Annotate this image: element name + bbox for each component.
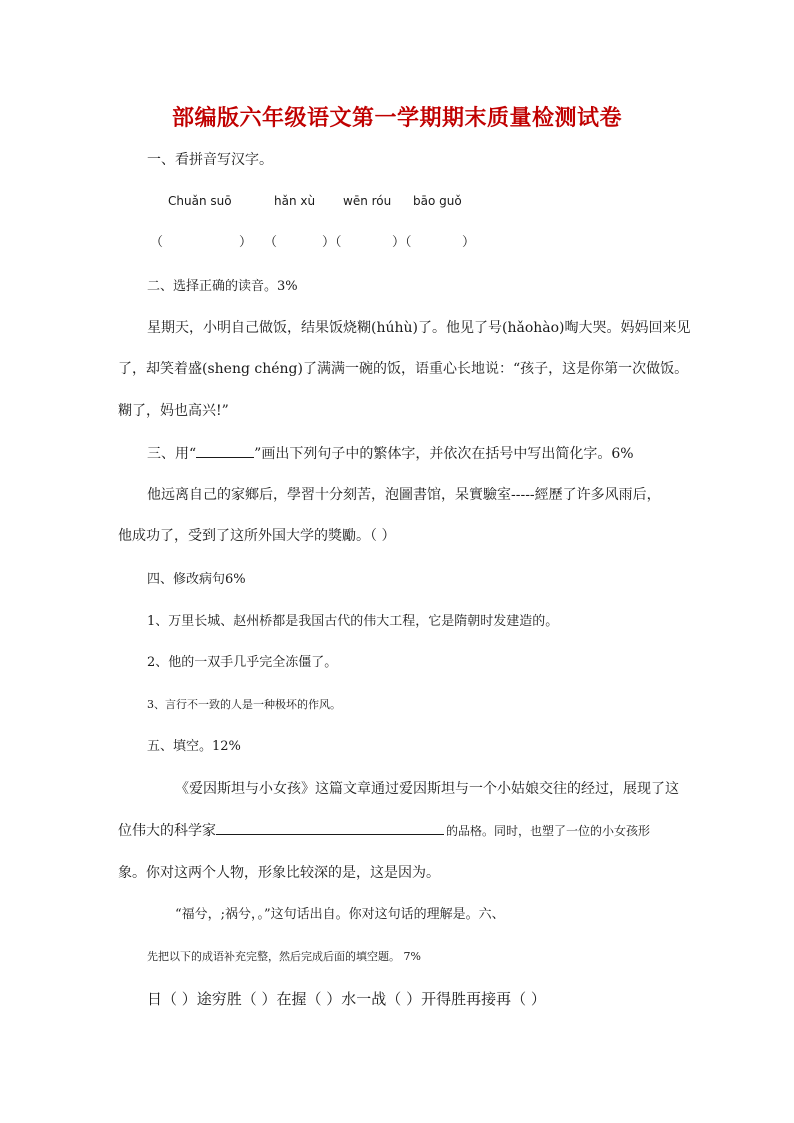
answer-blank-open-1[interactable]: （ bbox=[150, 235, 164, 250]
answer-blank-4[interactable]: ）（ bbox=[392, 235, 412, 250]
idiom-fill-line: 日（ ）途穷胜（ ）在握（ ）水一战（ ）开得胜再接再（ ） bbox=[147, 990, 546, 1008]
pinyin-3: wēn róu bbox=[343, 194, 392, 208]
underline-sample bbox=[196, 457, 254, 458]
section-3-heading bbox=[147, 447, 634, 461]
section-5-line-2-part-2: 的品格。同时，也塑了一位的小女孩形 bbox=[446, 824, 651, 838]
page-title: 部编版六年级语文第一学期期末质量检测试卷 bbox=[171, 105, 622, 131]
answer-blank-open-2[interactable]: （ bbox=[264, 235, 278, 250]
section-3-heading-part-1: 三、用“ bbox=[147, 446, 197, 462]
section-1-heading: 一、看拼音写汉字。 bbox=[147, 152, 273, 168]
section-2-line-1: 星期天，小明自己做饭，结果饭烧糊(húhù)了。他见了号(hǎohào)啕大哭。妈妈回来见 bbox=[147, 320, 691, 336]
section-2-line-2: 了，却笑着盛(sheng chéng)了满满一碗的饭，语重心长地说：“孩子，这是你第一次做饭。 bbox=[118, 361, 689, 377]
fill-in-blank[interactable] bbox=[216, 834, 444, 835]
section-3-line-2: 他成功了，受到了这所外国大学的獎勵。（ ） bbox=[118, 528, 396, 544]
section-4-item-1: 1、万里长城、赵州桥都是我国古代的伟大工程，它是隋朝时发建造的。 bbox=[147, 614, 559, 629]
pinyin-2: hǎn xù bbox=[274, 194, 316, 208]
section-4-item-3: 3、言行不一致的人是一种极坏的作风。 bbox=[147, 698, 341, 711]
section-4-heading: 四、修改病句6% bbox=[147, 572, 246, 587]
section-4-item-2: 2、他的一双手几乎完全冻僵了。 bbox=[147, 655, 338, 670]
answer-blank-3[interactable]: ）（ bbox=[322, 235, 342, 250]
section-5-line-2-part-1: 位伟大的科学家 bbox=[118, 823, 216, 839]
section-5-line-4: “福兮，;祸兮，。”这句话出自。你对这句话的理解是。六、 bbox=[175, 907, 505, 922]
pinyin-4: bāo guǒ bbox=[413, 194, 462, 208]
section-5-line-2 bbox=[118, 824, 650, 838]
section-5-heading: 五、填空。12% bbox=[147, 739, 241, 754]
section-3-line-1: 他远离自己的家鄉后，學習十分刻苦，泡圖書馆，呆實驗室-----經歷了许多风雨后， bbox=[147, 487, 661, 503]
answer-blank-close-4[interactable]: ） bbox=[462, 235, 476, 250]
section-3-heading-part-2: ”画出下列句子中的繁体字，并依次在括号中写出简化字。6% bbox=[254, 446, 634, 462]
answer-blank-close-1[interactable]: ） bbox=[239, 235, 253, 250]
section-6-heading: 先把以下的成语补充完整，然后完成后面的填空题。 7% bbox=[147, 950, 421, 963]
section-5-line-1: 《爱因斯坦与小女孩》这篇文章通过爱因斯坦与一个小姑娘交往的经过，展现了这 bbox=[175, 781, 679, 797]
pinyin-1: Chuǎn suō bbox=[168, 194, 232, 208]
section-2-line-3: 糊了，妈也高兴!” bbox=[118, 403, 229, 419]
section-2-heading: 二、选择正确的读音。3% bbox=[147, 279, 298, 294]
section-5-line-3: 象。你对这两个人物，形象比较深的是，这是因为。 bbox=[118, 865, 440, 881]
